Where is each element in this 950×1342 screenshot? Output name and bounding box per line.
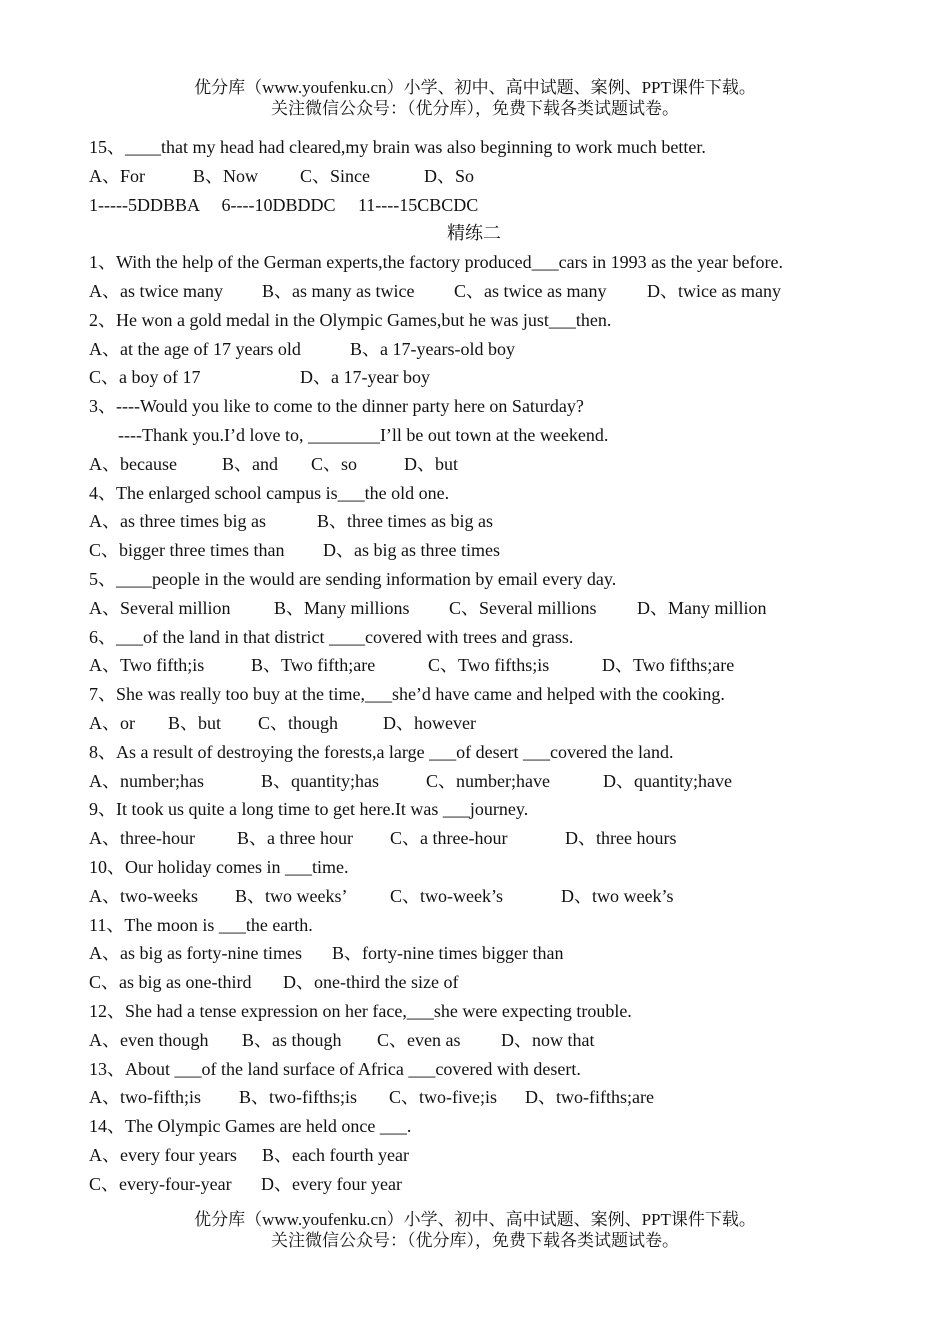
- question-7-options: [89, 709, 919, 738]
- option-c: C、a boy of 17: [89, 367, 201, 388]
- option-d: D、three hours: [565, 828, 677, 849]
- question-5-options: [89, 594, 919, 623]
- question-11-options-cd: [89, 968, 919, 997]
- question-1-text: 1、With the help of the German experts,the factory produced___cars in 1993 as the year before.: [89, 252, 784, 273]
- option-d: D、twice as many: [647, 280, 781, 301]
- option-d: D、however: [383, 712, 476, 733]
- question-9-options: [89, 824, 919, 853]
- question-7-text: 7、She was really too buy at the time,___she’d have came and helped with the cooking.: [89, 684, 725, 705]
- question-2-options-cd: [89, 363, 919, 392]
- option-b: B、each fourth year: [262, 1144, 409, 1165]
- question-13-text: 13、About ___of the land surface of Africa ___covered with desert.: [89, 1058, 581, 1079]
- question-2-text: 2、He won a gold medal in the Olympic Games,but he was just___then.: [89, 309, 612, 330]
- question-4-options-cd: [89, 536, 919, 565]
- option-a: A、For: [89, 165, 146, 186]
- question-4-options-ab: [89, 507, 919, 536]
- option-d: D、as big as three times: [323, 540, 500, 561]
- question-6-text: 6、___of the land in that district ____covered with trees and grass.: [89, 626, 574, 647]
- document-body: [89, 133, 919, 1198]
- option-b: B、and: [222, 453, 278, 474]
- option-b: B、but: [168, 712, 222, 733]
- section-title: 精练二: [447, 223, 501, 244]
- option-d: D、every four year: [261, 1173, 402, 1194]
- question-5-text: 5、____people in the would are sending information by email every day.: [89, 568, 617, 589]
- option-a: A、two-weeks: [89, 885, 198, 906]
- option-b: B、as many as twice: [262, 280, 415, 301]
- option-c: C、bigger three times than: [89, 540, 285, 561]
- option-b: B、Many millions: [274, 597, 410, 618]
- question-3-reply: ----Thank you.I’d love to, ________I’ll be out town at the weekend.: [118, 424, 609, 445]
- option-c: C、even as: [377, 1029, 461, 1050]
- question-11-options-ab: [89, 939, 919, 968]
- option-b: B、a three hour: [237, 828, 353, 849]
- option-d: D、Many million: [637, 597, 767, 618]
- question-6-options: [89, 651, 919, 680]
- page-footer: [0, 1209, 950, 1251]
- option-c: C、as twice as many: [454, 280, 607, 301]
- option-a: A、every four years: [89, 1144, 237, 1165]
- option-b: B、two weeks’: [235, 885, 348, 906]
- header-line-1: 优分库（www.youfenku.cn）小学、初中、高中试题、案例、PPT课件下载。: [194, 78, 756, 97]
- option-a: A、Several million: [89, 597, 231, 618]
- option-a: A、two-fifth;is: [89, 1087, 201, 1108]
- option-d: D、two-fifths;are: [525, 1087, 654, 1108]
- option-a: A、even though: [89, 1029, 209, 1050]
- answer-key: 1-----5DDBBA 6----10DBDDC 11----15CBCDC: [89, 194, 479, 215]
- option-d: D、a 17-year boy: [300, 367, 430, 388]
- option-b: B、forty-nine times bigger than: [332, 943, 564, 964]
- option-c: C、two-five;is: [389, 1087, 497, 1108]
- question-12-options: [89, 1026, 919, 1055]
- option-a: A、Two fifth;is: [89, 655, 205, 676]
- option-a: A、three-hour: [89, 828, 195, 849]
- question-13-options: [89, 1083, 919, 1112]
- question-12-text: 12、She had a tense expression on her face,___she were expecting trouble.: [89, 1000, 632, 1021]
- option-b: B、Two fifth;are: [251, 655, 376, 676]
- question-1-options: [89, 277, 919, 306]
- option-b: B、quantity;has: [261, 770, 379, 791]
- option-c: C、every-four-year: [89, 1173, 232, 1194]
- option-c: C、Since: [300, 165, 370, 186]
- question-14-options-ab: [89, 1141, 919, 1170]
- option-d: D、one-third the size of: [283, 972, 459, 993]
- option-b: B、two-fifths;is: [239, 1087, 358, 1108]
- page-header: [0, 77, 950, 119]
- option-c: C、Several millions: [449, 597, 597, 618]
- option-c: C、number;have: [426, 770, 550, 791]
- question-3-text: 3、----Would you like to come to the dinner party here on Saturday?: [89, 396, 584, 417]
- question-3-options: [89, 450, 919, 479]
- option-b: B、as though: [242, 1029, 342, 1050]
- option-a: A、because: [89, 453, 177, 474]
- question-4-text: 4、The enlarged school campus is___the old one.: [89, 482, 450, 503]
- header-line-2: 关注微信公众号：（优分库），免费下载各类试题试卷。: [271, 99, 679, 118]
- question-9-text: 9、It took us quite a long time to get here.It was ___journey.: [89, 799, 529, 820]
- option-a: A、or: [89, 712, 135, 733]
- option-b: B、three times as big as: [317, 511, 493, 532]
- question-14-text: 14、The Olympic Games are held once ___.: [89, 1116, 412, 1137]
- option-b: B、a 17-years-old boy: [350, 338, 515, 359]
- option-c: C、two-week’s: [390, 885, 503, 906]
- footer-line-1: 优分库（www.youfenku.cn）小学、初中、高中试题、案例、PPT课件下载。: [194, 1210, 756, 1229]
- option-c: C、a three-hour: [390, 828, 508, 849]
- option-d: D、two week’s: [561, 885, 674, 906]
- option-a: A、number;has: [89, 770, 204, 791]
- option-a: A、at the age of 17 years old: [89, 338, 301, 359]
- option-a: A、as big as forty-nine times: [89, 943, 302, 964]
- option-c: C、though: [258, 712, 339, 733]
- question-14-options-cd: [89, 1170, 919, 1199]
- option-d: D、now that: [501, 1029, 595, 1050]
- question-15-options: [89, 162, 919, 191]
- question-8-text: 8、As a result of destroying the forests,a large ___of desert ___covered the land.: [89, 741, 674, 762]
- option-c: C、as big as one-third: [89, 972, 252, 993]
- question-2-options-ab: [89, 335, 919, 364]
- option-d: D、but: [404, 453, 458, 474]
- option-b: B、Now: [193, 165, 259, 186]
- question-10-options: [89, 882, 919, 911]
- footer-line-2: 关注微信公众号：（优分库），免费下载各类试题试卷。: [271, 1231, 679, 1250]
- option-c: C、Two fifths;is: [428, 655, 550, 676]
- option-d: D、Two fifths;are: [602, 655, 735, 676]
- question-11-text: 11、The moon is ___the earth.: [89, 914, 313, 935]
- option-c: C、so: [311, 453, 358, 474]
- option-d: D、quantity;have: [603, 770, 732, 791]
- question-15-text: 15、____that my head had cleared,my brain was also beginning to work much better.: [89, 137, 706, 157]
- option-a: A、as three times big as: [89, 511, 266, 532]
- question-8-options: [89, 767, 919, 796]
- option-a: A、as twice many: [89, 280, 223, 301]
- option-d: D、So: [424, 165, 475, 186]
- question-10-text: 10、Our holiday comes in ___time.: [89, 856, 349, 877]
